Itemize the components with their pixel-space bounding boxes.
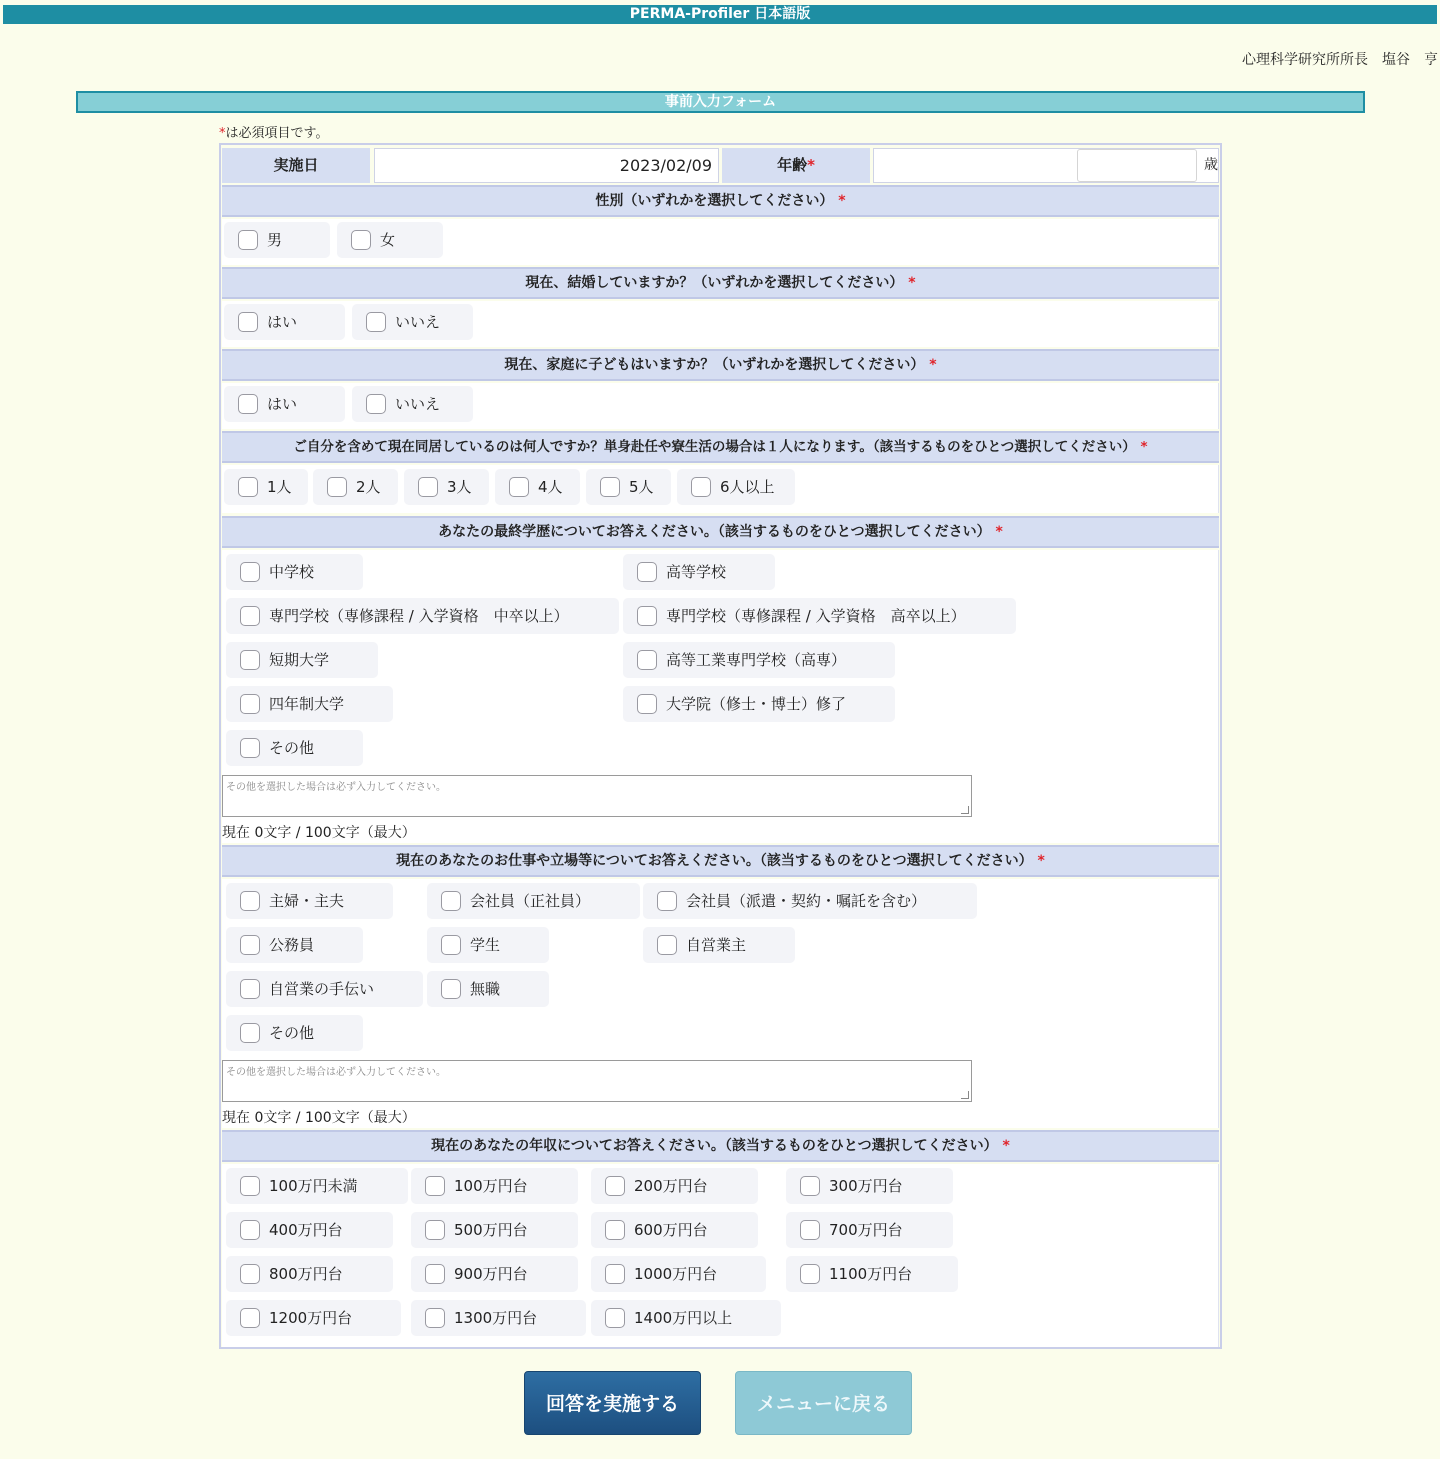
resize-grip-icon[interactable] — [961, 806, 969, 814]
checkbox[interactable] — [238, 230, 258, 250]
job-char-counter: 現在 0文字 / 100文字（最大） — [222, 1110, 416, 1126]
section-income-header — [222, 1130, 1219, 1162]
income-option-500[interactable] — [411, 1212, 578, 1248]
education-option-high-school[interactable] — [623, 554, 775, 590]
option-label: 1000万円台 — [634, 1265, 718, 1283]
checkbox[interactable] — [441, 979, 461, 999]
textarea-placeholder: その他を選択した場合は必ず入力してください。 — [226, 1067, 446, 1078]
author-label: 心理科学研究所所長 塩谷 亨 — [1242, 52, 1438, 68]
required-mark: * — [219, 126, 226, 141]
checkbox[interactable] — [800, 1264, 820, 1284]
section-title: 現在、結婚していますか？（いずれかを選択してください） — [525, 275, 904, 291]
required-mark: * — [1002, 1138, 1010, 1154]
income-option-900[interactable] — [411, 1256, 578, 1292]
checkbox[interactable] — [637, 694, 657, 714]
checkbox[interactable] — [800, 1176, 820, 1196]
checkbox[interactable] — [238, 477, 258, 497]
checkbox[interactable] — [691, 477, 711, 497]
education-option-other[interactable] — [226, 730, 363, 766]
option-label: 会社員（派遣・契約・嘱託を含む） — [686, 892, 927, 910]
form-title: 事前入力フォーム — [664, 94, 777, 110]
section-title: あなたの最終学歴についてお答えください。（該当するものをひとつ選択してください） — [438, 524, 991, 540]
option-label: 高等工業専門学校（高専） — [666, 651, 847, 669]
required-note-text: は必須項目です。 — [225, 126, 329, 141]
checkbox[interactable] — [327, 477, 347, 497]
checkbox[interactable] — [657, 891, 677, 911]
job-other-textarea[interactable] — [222, 1060, 972, 1102]
income-option-600[interactable] — [591, 1212, 758, 1248]
checkbox[interactable] — [441, 891, 461, 911]
job-option-civil-servant[interactable] — [226, 927, 363, 963]
required-note — [219, 122, 328, 141]
age-label-text: 年齢 — [777, 156, 808, 174]
checkbox[interactable] — [509, 477, 529, 497]
submit-button[interactable]: 回答を実施する — [524, 1371, 701, 1435]
option-label: 1100万円台 — [829, 1265, 913, 1283]
date-value: 2023/02/09 — [374, 148, 719, 183]
checkbox[interactable] — [240, 1220, 260, 1240]
section-gender-header — [222, 185, 1219, 217]
option-label: はい — [267, 313, 298, 331]
job-option-other[interactable] — [226, 1015, 363, 1051]
education-char-counter: 現在 0文字 / 100文字（最大） — [222, 825, 416, 841]
resize-grip-icon[interactable] — [961, 1091, 969, 1099]
option-label: いいえ — [395, 313, 441, 331]
income-option-400[interactable] — [226, 1212, 393, 1248]
section-title: 性別（いずれかを選択してください） — [595, 193, 834, 209]
checkbox[interactable] — [240, 1264, 260, 1284]
household-option-6plus[interactable] — [677, 469, 795, 505]
option-label: 1200万円台 — [269, 1309, 353, 1327]
option-label: 自営業の手伝い — [269, 980, 375, 998]
education-option-vocational-high[interactable] — [623, 598, 1016, 634]
option-label: 1400万円以上 — [634, 1309, 733, 1327]
required-mark: * — [929, 357, 937, 373]
checkbox[interactable] — [240, 979, 260, 999]
income-option-700[interactable] — [786, 1212, 953, 1248]
job-option-student[interactable] — [427, 927, 549, 963]
checkbox[interactable] — [600, 477, 620, 497]
checkbox[interactable] — [637, 650, 657, 670]
children-option-yes[interactable] — [224, 386, 345, 422]
income-option-1200[interactable] — [226, 1300, 401, 1336]
income-option-200[interactable] — [591, 1168, 758, 1204]
required-mark: * — [838, 193, 846, 209]
education-option-junior-high[interactable] — [226, 554, 363, 590]
option-label: はい — [267, 395, 298, 413]
checkbox[interactable] — [800, 1220, 820, 1240]
income-option-1000[interactable] — [591, 1256, 766, 1292]
required-mark: * — [1140, 439, 1148, 455]
option-label: 短期大学 — [269, 651, 330, 669]
checkbox[interactable] — [425, 1220, 445, 1240]
checkbox[interactable] — [418, 477, 438, 497]
section-children-options — [222, 383, 1219, 429]
income-option-800[interactable] — [226, 1256, 393, 1292]
option-label: 100万円台 — [454, 1177, 528, 1195]
checkbox[interactable] — [425, 1264, 445, 1284]
option-label: 200万円台 — [634, 1177, 708, 1195]
job-option-unemployed[interactable] — [427, 971, 549, 1007]
children-option-no[interactable] — [352, 386, 473, 422]
income-option-1300[interactable] — [411, 1300, 586, 1336]
option-label: 女 — [380, 231, 396, 249]
household-option-4[interactable] — [495, 469, 580, 505]
checkbox[interactable] — [425, 1176, 445, 1196]
option-label: 600万円台 — [634, 1221, 708, 1239]
checkbox[interactable] — [240, 1308, 260, 1328]
option-label: 800万円台 — [269, 1265, 343, 1283]
married-option-yes[interactable] — [224, 304, 345, 340]
option-label: 大学院（修士・博士）修了 — [666, 695, 847, 713]
section-household-options — [222, 465, 1219, 513]
checkbox[interactable] — [425, 1308, 445, 1328]
job-option-fulltime[interactable] — [427, 883, 640, 919]
checkbox[interactable] — [637, 606, 657, 626]
checkbox[interactable] — [605, 1264, 625, 1284]
age-input[interactable] — [1077, 149, 1197, 182]
section-children-header — [222, 349, 1219, 381]
option-label: 500万円台 — [454, 1221, 528, 1239]
section-job-header — [222, 845, 1219, 877]
option-label: 5人 — [629, 478, 654, 496]
checkbox[interactable] — [240, 935, 260, 955]
income-option-300[interactable] — [786, 1168, 953, 1204]
job-option-contract[interactable] — [643, 883, 977, 919]
checkbox[interactable] — [240, 606, 260, 626]
section-title: 現在のあなたの年収についてお答えください。（該当するものをひとつ選択してください） — [431, 1138, 998, 1154]
option-label: いいえ — [395, 395, 441, 413]
education-option-vocational-junior[interactable] — [226, 598, 619, 634]
option-label: 400万円台 — [269, 1221, 343, 1239]
required-mark: * — [908, 275, 916, 291]
option-label: 3人 — [447, 478, 472, 496]
checkbox[interactable] — [240, 650, 260, 670]
household-option-3[interactable] — [404, 469, 489, 505]
section-title: 現在、家庭に子どもはいますか？（いずれかを選択してください） — [504, 357, 925, 373]
option-label: 四年制大学 — [269, 695, 345, 713]
checkbox[interactable] — [351, 230, 371, 250]
option-label: 1300万円台 — [454, 1309, 538, 1327]
app-title: PERMA-Profiler 日本語版 — [629, 6, 811, 22]
age-label — [722, 148, 870, 183]
job-option-family-business[interactable] — [226, 971, 423, 1007]
section-gender-options — [222, 219, 1219, 265]
age-required-mark: * — [807, 156, 815, 174]
checkbox[interactable] — [366, 312, 386, 332]
date-label: 実施日 — [222, 148, 370, 183]
required-mark: * — [1037, 853, 1045, 869]
income-option-under-100[interactable] — [226, 1168, 408, 1204]
option-label: 高等学校 — [666, 563, 727, 581]
checkbox[interactable] — [366, 394, 386, 414]
section-married-header — [222, 267, 1219, 299]
checkbox[interactable] — [240, 694, 260, 714]
option-label: 専門学校（専修課程 / 入学資格 高卒以上） — [666, 607, 966, 625]
checkbox[interactable] — [240, 891, 260, 911]
section-married-options — [222, 301, 1219, 347]
education-other-textarea[interactable] — [222, 775, 972, 817]
option-label: 700万円台 — [829, 1221, 903, 1239]
checkbox[interactable] — [240, 1176, 260, 1196]
household-option-1[interactable] — [224, 469, 308, 505]
section-title: 現在のあなたのお仕事や立場等についてお答えください。（該当するものをひとつ選択してください） — [396, 853, 1033, 869]
option-label: 自営業主 — [686, 936, 747, 954]
section-title: ご自分を含めて現在同居しているのは何人ですか？単身赴任や寮生活の場合は１人になります。（該当するものをひとつ選択してください） — [293, 439, 1136, 455]
age-cell — [873, 148, 1219, 183]
household-option-2[interactable] — [313, 469, 398, 505]
income-option-1400-plus[interactable] — [591, 1300, 781, 1336]
age-unit: 歳 — [1204, 157, 1218, 173]
gender-option-male[interactable] — [224, 222, 330, 258]
checkbox[interactable] — [240, 1023, 260, 1043]
checkbox[interactable] — [637, 562, 657, 582]
option-label: 主婦・主夫 — [269, 892, 345, 910]
textarea-placeholder: その他を選択した場合は必ず入力してください。 — [226, 782, 446, 793]
checkbox[interactable] — [605, 1176, 625, 1196]
checkbox[interactable] — [238, 312, 258, 332]
option-label: その他 — [269, 739, 315, 757]
back-to-menu-button[interactable]: メニューに戻る — [735, 1371, 912, 1435]
app-title-bar — [3, 5, 1437, 24]
option-label: 900万円台 — [454, 1265, 528, 1283]
option-label: 2人 — [356, 478, 381, 496]
section-household-header — [222, 431, 1219, 463]
option-label: 会社員（正社員） — [470, 892, 591, 910]
education-option-graduate[interactable] — [623, 686, 895, 722]
required-mark: * — [995, 524, 1003, 540]
option-label: 男 — [267, 231, 283, 249]
education-option-technical-college[interactable] — [623, 642, 895, 678]
option-label: 6人以上 — [720, 478, 775, 496]
household-option-5[interactable] — [586, 469, 671, 505]
checkbox[interactable] — [238, 394, 258, 414]
checkbox[interactable] — [240, 738, 260, 758]
option-label: その他 — [269, 1024, 315, 1042]
checkbox[interactable] — [441, 935, 461, 955]
option-label: 1人 — [267, 478, 292, 496]
education-option-university[interactable] — [226, 686, 393, 722]
option-label: 300万円台 — [829, 1177, 903, 1195]
checkbox[interactable] — [657, 935, 677, 955]
checkbox[interactable] — [605, 1308, 625, 1328]
gender-option-female[interactable] — [337, 222, 443, 258]
income-option-1100[interactable] — [786, 1256, 958, 1292]
education-option-junior-college[interactable] — [226, 642, 378, 678]
option-label: 中学校 — [269, 563, 315, 581]
married-option-no[interactable] — [352, 304, 473, 340]
checkbox[interactable] — [605, 1220, 625, 1240]
option-label: 4人 — [538, 478, 563, 496]
income-option-100[interactable] — [411, 1168, 578, 1204]
job-option-homemaker[interactable] — [226, 883, 393, 919]
section-education-header — [222, 516, 1219, 548]
option-label: 専門学校（専修課程 / 入学資格 中卒以上） — [269, 607, 569, 625]
job-option-self-employed[interactable] — [643, 927, 795, 963]
option-label: 無職 — [470, 980, 501, 998]
option-label: 100万円未満 — [269, 1177, 358, 1195]
form-title-bar — [76, 91, 1365, 113]
section-income-options — [222, 1164, 1219, 1347]
checkbox[interactable] — [240, 562, 260, 582]
option-label: 学生 — [470, 936, 501, 954]
option-label: 公務員 — [269, 936, 315, 954]
